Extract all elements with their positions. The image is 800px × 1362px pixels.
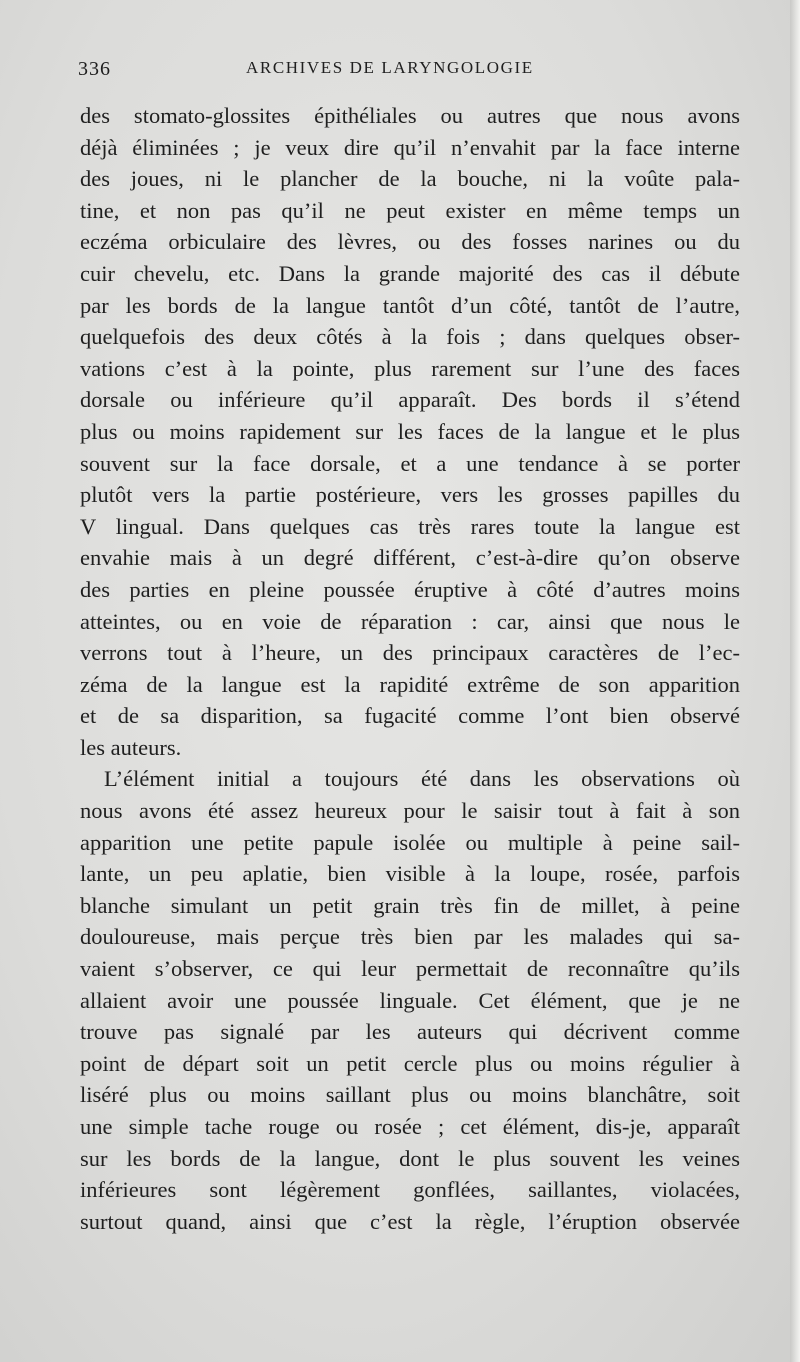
text-line: surtout quand, ainsi que c’est la règle, l’éruption observée xyxy=(80,1208,740,1234)
text-line: des stomato-glossites épithéliales ou autres que nous avons xyxy=(80,103,740,128)
text-line: par les bords de la langue tantôt d’un côté, tantôt de l’autre, xyxy=(80,292,740,318)
text-line: cuir chevelu, etc. Dans la grande majorité des cas il débute xyxy=(80,260,740,286)
text-line: souvent sur la face dorsale, et a une tendance à se porter xyxy=(80,450,740,476)
text-line: les auteurs. xyxy=(80,734,182,760)
text-line: L’élément initial a toujours été dans les observations où xyxy=(104,766,740,792)
text-line: blanche simulant un petit grain très fin de millet, à peine xyxy=(80,892,740,918)
text-line: une simple tache rouge ou rosée ; cet élément, dis-je, apparaît xyxy=(80,1114,740,1139)
paragraph-2 xyxy=(80,763,740,1237)
page-number: 336 xyxy=(78,58,111,80)
text-line: des parties en pleine poussée éruptive à côté d’autres moins xyxy=(80,576,740,602)
paragraph-1 xyxy=(80,100,740,763)
page-edge xyxy=(790,0,800,1362)
text-line: dorsale ou inférieure qu’il apparaît. Des bords il s’étend xyxy=(80,387,740,413)
page-header xyxy=(78,58,738,86)
running-title: ARCHIVES DE LARYNGOLOGIE xyxy=(246,58,534,77)
text-line: inférieures sont légèrement gonflées, saillantes, violacées, xyxy=(80,1177,740,1203)
text-line: atteintes, ou en voie de réparation : car, ainsi que nous le xyxy=(80,608,740,634)
text-line: eczéma orbiculaire des lèvres, ou des fosses narines ou du xyxy=(80,229,740,255)
text-line: verrons tout à l’heure, un des principaux caractères de l’ec- xyxy=(80,640,740,666)
text-line: allaient avoir une poussée linguale. Cet élément, que je ne xyxy=(80,987,740,1013)
text-line: plutôt vers la partie postérieure, vers les grosses papilles du xyxy=(80,482,740,508)
text-line: des joues, ni le plancher de la bouche, ni la voûte pala- xyxy=(80,166,740,192)
text-line: envahie mais à un degré différent, c’est-à-dire qu’on observe xyxy=(80,545,740,571)
text-line: trouve pas signalé par les auteurs qui décrivent comme xyxy=(80,1019,740,1045)
text-line: vations c’est à la pointe, plus rarement sur l’une des faces xyxy=(80,355,740,381)
text-line: vaient s’observer, ce qui leur permettait de reconnaître qu’ils xyxy=(80,956,740,982)
text-line: V lingual. Dans quelques cas très rares toute la langue est xyxy=(80,513,740,539)
text-line: point de départ soit un petit cercle plus ou moins régulier à xyxy=(80,1050,740,1076)
text-line: apparition une petite papule isolée ou multiple à peine sail- xyxy=(80,829,740,855)
text-line: zéma de la langue est la rapidité extrême de son apparition xyxy=(80,671,740,697)
text-line: liséré plus ou moins saillant plus ou moins blanchâtre, soit xyxy=(80,1082,740,1108)
text-line: déjà éliminées ; je veux dire qu’il n’envahit par la face interne xyxy=(80,134,740,160)
text-line: sur les bords de la langue, dont le plus souvent les veines xyxy=(80,1145,740,1171)
text-line: nous avons été assez heureux pour le saisir tout à fait à son xyxy=(80,798,740,824)
text-line: plus ou moins rapidement sur les faces de la langue et le plus xyxy=(80,418,740,444)
text-line: lante, un peu aplatie, bien visible à la loupe, rosée, parfois xyxy=(80,861,740,887)
body-text xyxy=(80,100,740,1237)
text-line: tine, et non pas qu’il ne peut exister en même temps un xyxy=(80,197,740,223)
text-line: quelquefois des deux côtés à la fois ; dans quelques obser- xyxy=(80,324,740,350)
text-line: douloureuse, mais perçue très bien par les malades qui sa- xyxy=(80,924,740,950)
text-line: et de sa disparition, sa fugacité comme l’ont bien observé xyxy=(80,703,740,729)
